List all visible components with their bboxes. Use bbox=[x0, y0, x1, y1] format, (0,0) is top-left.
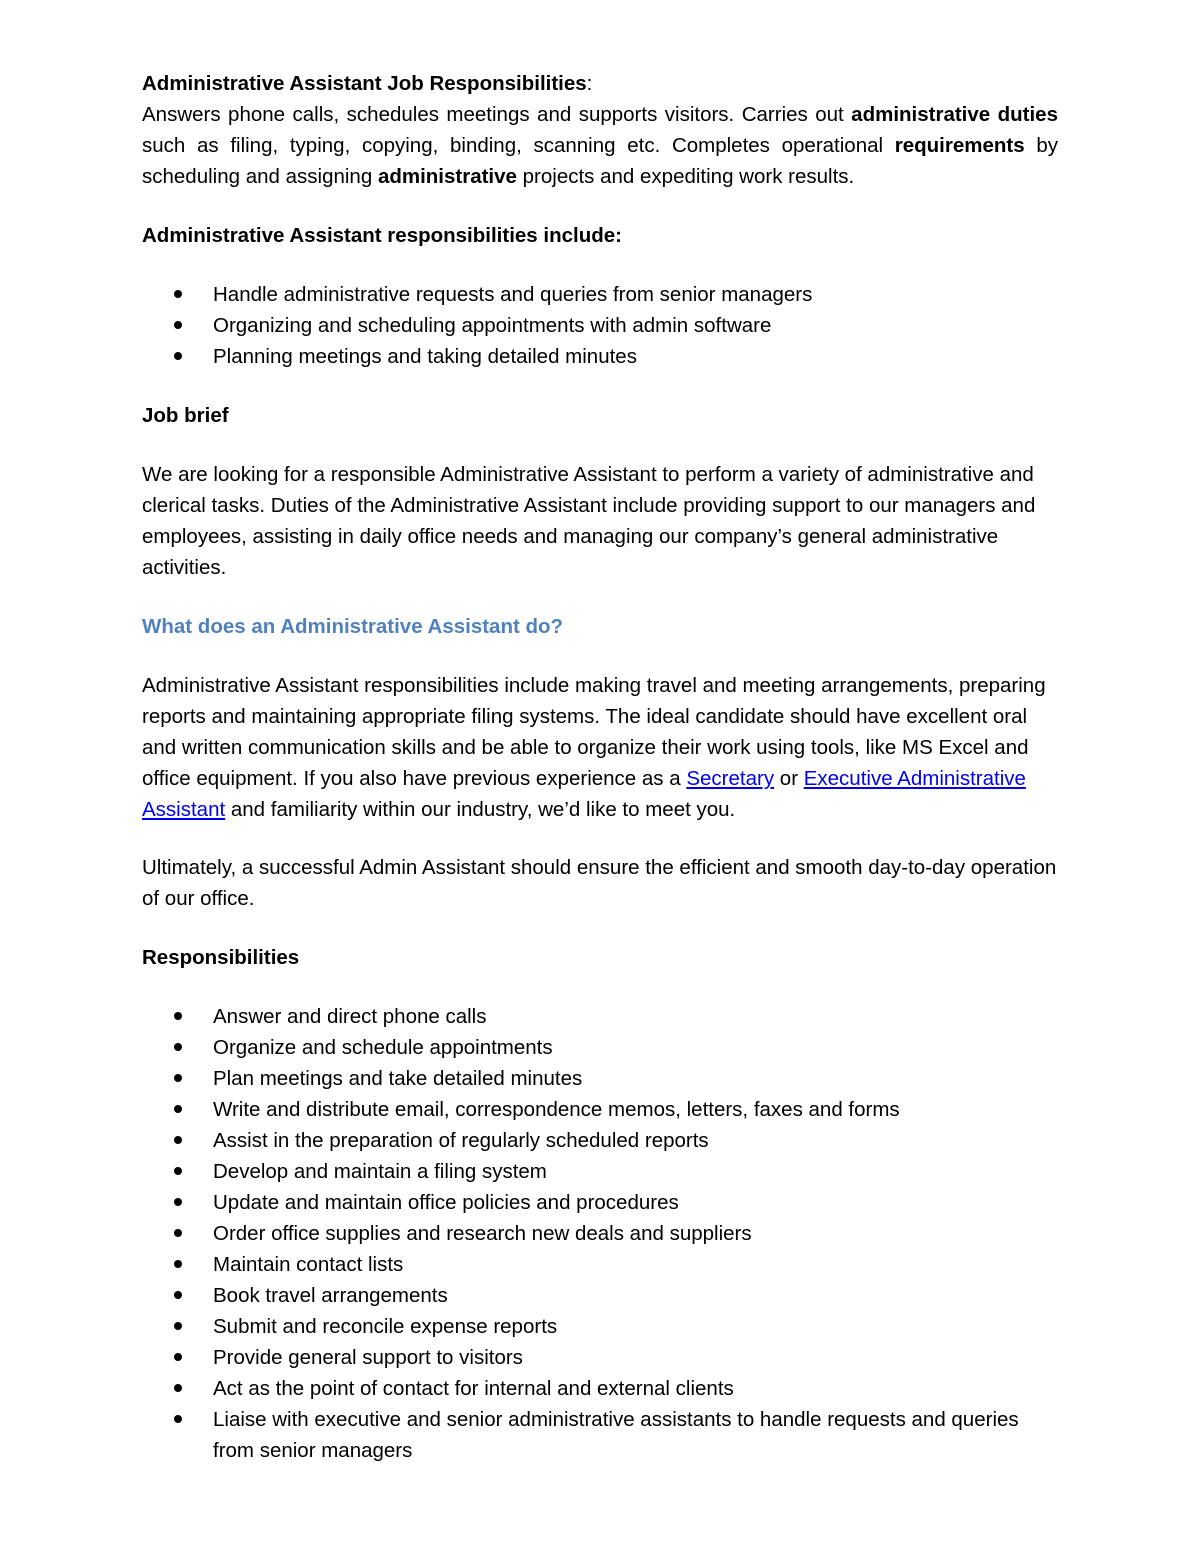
list-item bbox=[142, 1311, 1058, 1342]
what-does-text-before: Administrative Assistant responsibilities include making travel and meeting arrangements, preparing reports and maintaining appropriate filing systems. The ideal candidate should have excellent oral and written communication skills and be able to organize their work using tools, like MS Excel and office equipment. If you also have previous experience as a bbox=[142, 674, 1046, 790]
list-item bbox=[142, 1280, 1058, 1311]
include-list bbox=[142, 279, 1058, 372]
intro-text-2: such as filing, typing, copying, binding, scanning etc. Completes operational bbox=[142, 134, 884, 157]
list-item bbox=[142, 1032, 1058, 1063]
intro-bold-1: administrative duties bbox=[851, 103, 1058, 126]
bullet-icon bbox=[174, 1012, 182, 1020]
job-brief-text: We are looking for a responsible Administrative Assistant to perform a variety of administrative and clerical tasks. Duties of the Administrative Assistant include providing support to our managers and employees, assisting in daily office needs and managing our company’s general administrative activities. bbox=[142, 463, 1036, 579]
list-item-text: Develop and maintain a filing system bbox=[213, 1160, 547, 1183]
bullet-icon bbox=[174, 1415, 182, 1423]
list-item bbox=[142, 1373, 1058, 1404]
intro-paragraph bbox=[142, 68, 1058, 192]
bullet-icon bbox=[174, 1198, 182, 1206]
list-item bbox=[142, 1249, 1058, 1280]
list-item-text: Update and maintain office policies and procedures bbox=[213, 1191, 679, 1214]
list-item-text: Write and distribute email, correspondence memos, letters, faxes and forms bbox=[213, 1098, 900, 1121]
bullet-icon bbox=[174, 321, 182, 329]
list-item bbox=[142, 1094, 1058, 1125]
bullet-icon bbox=[174, 290, 182, 298]
bullet-icon bbox=[174, 1291, 182, 1299]
list-item-text: Order office supplies and research new deals and suppliers bbox=[213, 1222, 752, 1245]
list-item-text: Organize and schedule appointments bbox=[213, 1036, 553, 1059]
secretary-link[interactable]: Secretary bbox=[686, 767, 775, 790]
include-heading: Administrative Assistant responsibilities include: bbox=[142, 224, 622, 247]
job-brief-heading: Job brief bbox=[142, 404, 229, 427]
list-item bbox=[142, 1404, 1058, 1466]
list-item-text: Submit and reconcile expense reports bbox=[213, 1315, 558, 1338]
list-item bbox=[142, 1156, 1058, 1187]
list-item bbox=[142, 1187, 1058, 1218]
what-does-text-mid: or bbox=[779, 767, 799, 790]
list-item bbox=[142, 1218, 1058, 1249]
document-page bbox=[142, 68, 1058, 1466]
intro-title: Administrative Assistant Job Responsibilities bbox=[142, 72, 587, 95]
bullet-icon bbox=[174, 1167, 182, 1175]
bullet-icon bbox=[174, 1229, 182, 1237]
intro-bold-2: requirements bbox=[894, 134, 1025, 157]
bullet-icon bbox=[174, 1384, 182, 1392]
list-item-text: Assist in the preparation of regularly scheduled reports bbox=[213, 1129, 709, 1152]
ultimately-text: Ultimately, a successful Admin Assistant should ensure the efficient and smooth day-to-day operation of our office. bbox=[142, 856, 1057, 910]
list-item-text: Plan meetings and take detailed minutes bbox=[213, 1067, 583, 1090]
intro-text-4: projects and expediting work results. bbox=[522, 165, 855, 188]
list-item bbox=[142, 1342, 1058, 1373]
bullet-icon bbox=[174, 1322, 182, 1330]
what-does-text-after: and familiarity within our industry, we’d like to meet you. bbox=[230, 798, 736, 821]
bullet-icon bbox=[174, 1074, 182, 1082]
list-item-text: Liaise with executive and senior administrative assistants to handle requests and queries from senior managers bbox=[213, 1408, 1019, 1462]
bullet-icon bbox=[174, 1136, 182, 1144]
responsibilities-heading: Responsibilities bbox=[142, 946, 300, 969]
list-item-text: Maintain contact lists bbox=[213, 1253, 404, 1276]
bullet-icon bbox=[174, 1260, 182, 1268]
list-item bbox=[142, 310, 1058, 341]
bullet-icon bbox=[174, 1105, 182, 1113]
bullet-icon bbox=[174, 1043, 182, 1051]
what-does-heading: What does an Administrative Assistant do? bbox=[142, 615, 564, 638]
list-item-text: Book travel arrangements bbox=[213, 1284, 448, 1307]
list-item-text: Act as the point of contact for internal and external clients bbox=[213, 1377, 734, 1400]
list-item bbox=[142, 279, 1058, 310]
list-item bbox=[142, 1001, 1058, 1032]
list-item-text: Planning meetings and taking detailed minutes bbox=[213, 345, 637, 368]
intro-bold-3: administrative bbox=[377, 165, 517, 188]
executive-admin-assistant-link[interactable]: Executive Administrative Assistant bbox=[142, 767, 1026, 821]
list-item-text: Answer and direct phone calls bbox=[213, 1005, 487, 1028]
list-item-text: Provide general support to visitors bbox=[213, 1346, 523, 1369]
list-item-text: Organizing and scheduling appointments with admin software bbox=[213, 314, 772, 337]
bullet-icon bbox=[174, 1353, 182, 1361]
list-item bbox=[142, 341, 1058, 372]
responsibilities-list bbox=[142, 1001, 1058, 1466]
list-item-text: Handle administrative requests and queries from senior managers bbox=[213, 283, 813, 306]
list-item bbox=[142, 1125, 1058, 1156]
list-item bbox=[142, 1063, 1058, 1094]
bullet-icon bbox=[174, 352, 182, 360]
intro-title-colon: : bbox=[586, 72, 593, 95]
intro-text-3: by scheduling and assigning bbox=[142, 134, 1058, 188]
intro-text-1: Answers phone calls, schedules meetings and supports visitors. Carries out bbox=[142, 103, 844, 126]
what-does-text bbox=[142, 670, 1058, 825]
